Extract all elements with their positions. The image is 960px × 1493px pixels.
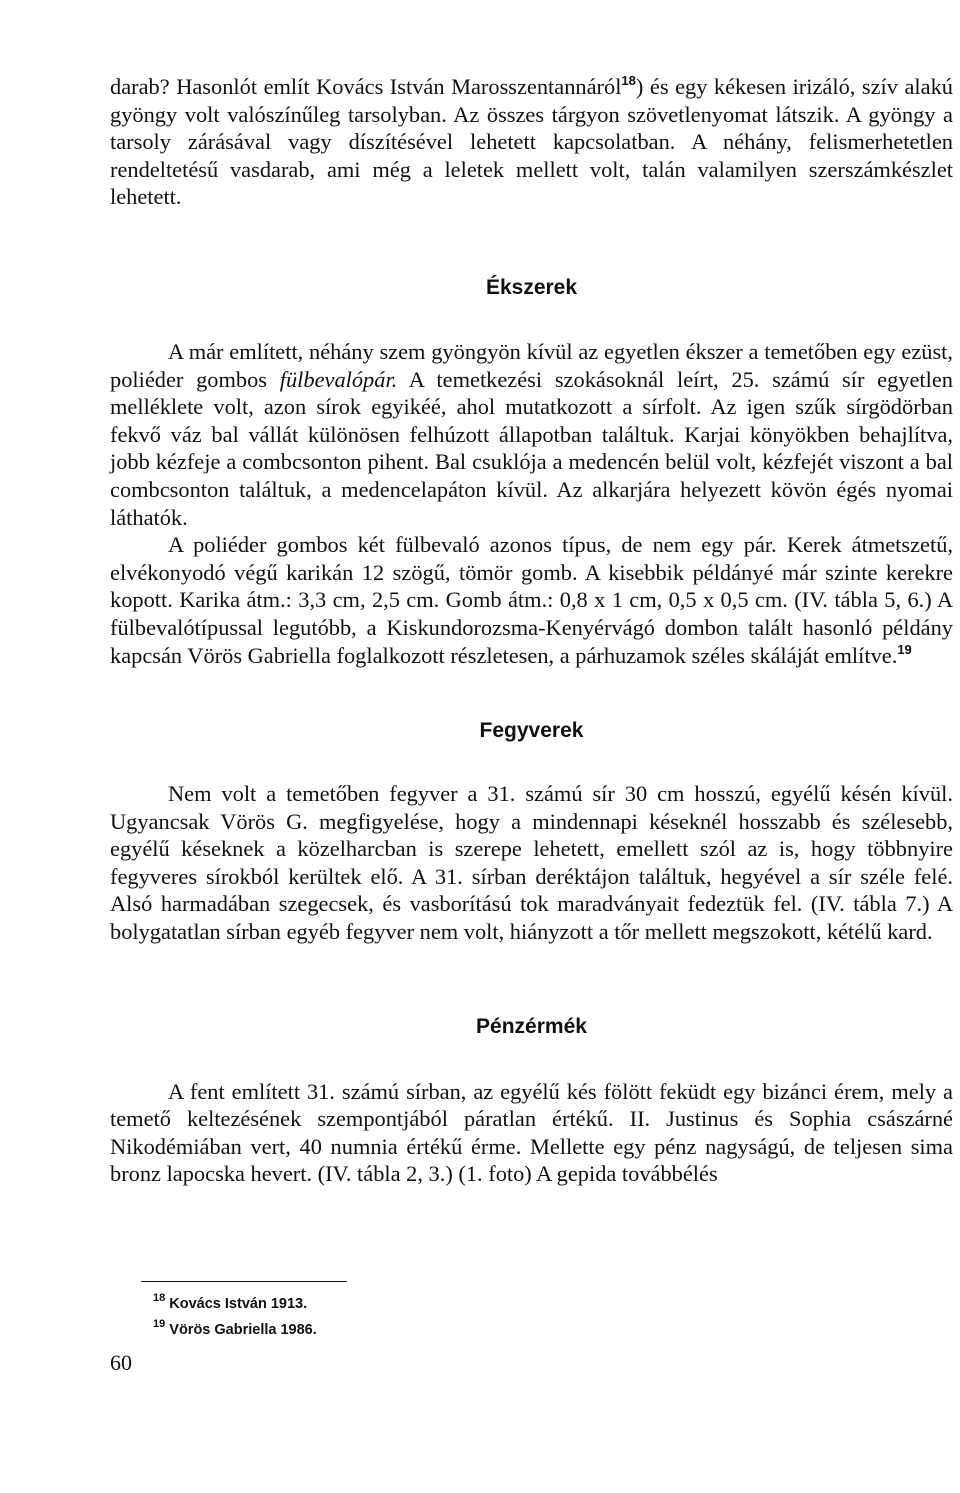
footnote-number: 19 [153, 1318, 166, 1330]
footnote-18 [153, 1291, 753, 1317]
footnote-19 [153, 1317, 753, 1343]
footnote-ref-19[interactable]: 19 [897, 641, 912, 657]
jewelry-p1-text-1: A már említett, néhány szem gyöngyön kívül az egyetlen ékszer a temetőben egy ezüst, poliéder gombos [110, 338, 953, 392]
section-title-coins: Pénzérmék [476, 1014, 587, 1038]
jewelry-p1-italic-term: fülbevalópár. [279, 366, 398, 392]
footnote-text: Vörös Gabriella 1986. [169, 1322, 317, 1338]
intro-paragraph [110, 73, 953, 211]
section-title-weapons: Fegyverek [479, 719, 584, 743]
footnotes [153, 1291, 753, 1343]
coins-paragraph-1: A fent említett 31. számú sírban, az egyélű kés fölött feküdt egy bizánci érem, mely a temető keltezésének szempontjából páratlan értékű. II. Justinus és Sophia császárné Nikodémiában vert, 40 numnia értékű érme. Mellette egy pénz nagyságú, de teljesen sima bronz lapocska hevert. (IV. tábla 2, 3.) (1. foto) A gepida továbbélés [110, 1078, 953, 1187]
section-title-jewelry: Ékszerek [485, 275, 578, 299]
footnote-ref-18[interactable]: 18 [621, 73, 636, 88]
intro-text-2: ) és egy kékesen irizáló, szív alakú gyöngy volt valószínűleg tarsolyban. Az összes tárgyon szövetlenyomat látszik. A gyöngy a tarsoly zárásával vagy díszítésével lehetett kapcsolatban. A néhány, felismerhetetlen rendeltetésű vasdarab, ami még a leletek mellett volt, talán valamilyen szerszámkészlet lehetett. [110, 74, 953, 210]
intro-text-1: darab? Hasonlót említ Kovács István Marosszentannáról [110, 74, 622, 99]
weapons-paragraph-1: Nem volt a temetőben fegyver a 31. számú sír 30 cm hosszú, egyélű késén kívül. Ugyancsak Vörös G. megfigyelése, hogy a mindennapi késeknél hosszabb és szélesebb, egyélű késeknek a közelharcban is szerepe lehetett, emellett szól az is, hogy többnyire fegyveres sírokból kerültek elő. A 31. sírban deréktájon találtuk, hegyével a sír széle felé. Alsó harmadában szegecsek, és vasborítású tok maradványait fedeztük fel. (IV. tábla 7.) A bolygatatlan sírban egyéb fegyver nem volt, hiányzott a tőr mellett megszokott, kétélű kard. [110, 781, 953, 945]
footnote-divider [141, 1281, 347, 1282]
jewelry-p1-text-2: A temetkezési szokásoknál leírt, 25. számú sír egyetlen melléklete volt, azon sírok egyikéé, ahol mutatkozott a sírfolt. Az igen szűk sírgödörban fekvő váz bal vállát különösen felhúzott állapotban találtuk. Karjai könyökben behajlítva, jobb kézfeje a combcsonton pihent. Bal csuklója a medencén belül volt, kézfejét viszont a bal combcsonton találtuk, a medencelapáton kívül. Az alkarjára helyezett kövön égés nyomai láthatók. [110, 366, 954, 530]
jewelry-paragraph-1 [110, 338, 953, 531]
page-body [110, 60, 953, 1188]
footnote-number: 18 [153, 1292, 166, 1304]
jewelry-p2-text: A poliéder gombos két fülbevaló azonos típus, de nem egy pár. Kerek átmetszetű, elvékonyodó végű karikán 12 szögű, tömör gomb. A kisebbik példányé már szinte kerekre kopott. Karika átm.: 3,3 cm, 2,5 cm. Gomb átm.: 0,8 x 1 cm, 0,5 x 0,5 cm. (IV. tábla 5, 6.) A fülbevalótípussal legutóbb, a Kiskundorozsma-Kenyérvágó dombon talált hasonló példány kapcsán Vörös Gabriella foglalkozott részletesen, a párhuzamok széles skáláját említve. [110, 532, 953, 668]
page-number: 60 [110, 1350, 132, 1375]
jewelry-paragraph-2 [110, 531, 953, 669]
footnote-text: Kovács István 1913. [169, 1296, 308, 1312]
